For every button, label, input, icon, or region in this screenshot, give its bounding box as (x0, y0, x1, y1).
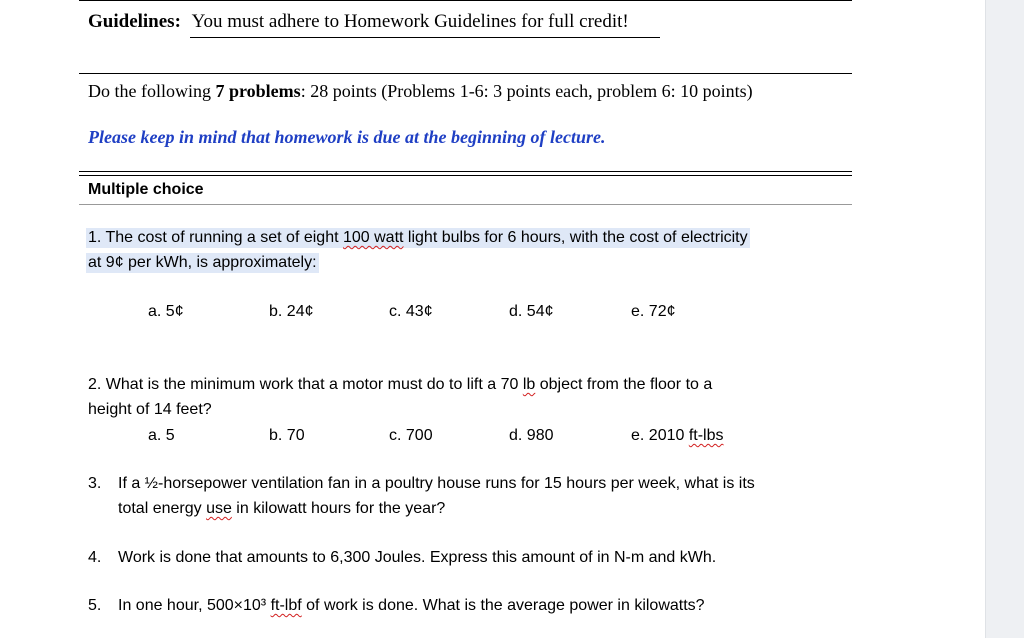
q3-line2-pre: total energy (118, 500, 207, 517)
q3-number: 3. (88, 475, 102, 492)
q4-number: 4. (88, 549, 102, 566)
q1-line1-pre: 1. The cost of running a set of eight (88, 229, 343, 246)
q1-choice-e: e. 72¢ (631, 303, 676, 320)
q1-line2: at 9¢ per kWh, is approximately: (88, 254, 317, 271)
q5-pre: In one hour, 500×10³ (118, 597, 271, 614)
q5-text (118, 597, 705, 615)
guidelines-underline (190, 37, 660, 38)
instructions-pre: Do the following (88, 81, 216, 101)
q2-choice-e-pre: e. 2010 (631, 427, 689, 444)
reminder-line: Please keep in mind that homework is due at the beginning of lecture. (88, 127, 606, 147)
instructions-rule (79, 73, 852, 74)
q5-post: of work is done. What is the average power in kilowatts? (301, 597, 705, 614)
q3-line2-post: in kilowatt hours for the year? (231, 500, 446, 517)
guidelines-label: Guidelines: (88, 11, 181, 32)
scrollbar-gutter[interactable] (985, 0, 1024, 638)
q1-line1 (86, 228, 750, 248)
q2-choice-e-flag: ft-lbs (688, 427, 724, 444)
q3-spell-flag: use (206, 500, 232, 517)
q2-choice-a: a. 5 (148, 427, 175, 444)
q2-choice-b: b. 70 (269, 427, 305, 444)
q2-spell-flag: lb (522, 376, 536, 393)
q1-choice-b: b. 24¢ (269, 303, 314, 320)
q2-line1 (88, 376, 712, 394)
q2-line1-post: object from the floor to a (535, 376, 713, 393)
q3-line1: If a ½-horsepower ventilation fan in a poultry house runs for 15 hours per week, what is its (118, 475, 755, 492)
q2-line2: height of 14 feet? (88, 401, 212, 418)
q4-text: Work is done that amounts to 6,300 Joules. Express this amount of in N-m and kWh. (118, 549, 717, 566)
heading-rule (79, 204, 852, 205)
section-heading: Multiple choice (88, 181, 204, 198)
q1-choice-c: c. 43¢ (389, 303, 433, 320)
guidelines-text: You must adhere to Homework Guidelines for full credit! (191, 11, 629, 32)
instructions-post: : 28 points (Problems 1-6: 3 points each, problem 6: 10 points) (300, 81, 753, 101)
instructions-line (88, 81, 753, 102)
section-rule-top (79, 171, 852, 172)
q3-line2 (118, 500, 445, 518)
section-rule-bottom (79, 175, 852, 176)
q1-choice-a: a. 5¢ (148, 303, 184, 320)
q2-line1-pre: 2. What is the minimum work that a motor must do to lift a 70 (88, 376, 523, 393)
q1-choice-d: d. 54¢ (509, 303, 554, 320)
q5-spell-flag: ft-lbf (270, 597, 302, 614)
q2-choice-e (631, 427, 724, 445)
guidelines-line (88, 11, 629, 33)
instructions-count: 7 problems (215, 81, 301, 101)
top-rule (79, 0, 852, 1)
q1-line1-post: light bulbs for 6 hours, with the cost of electricity (403, 229, 748, 246)
q5-number: 5. (88, 597, 102, 614)
q1-spell-flag: 100 watt (342, 229, 404, 246)
q2-choice-c: c. 700 (389, 427, 433, 444)
q2-choice-d: d. 980 (509, 427, 554, 444)
